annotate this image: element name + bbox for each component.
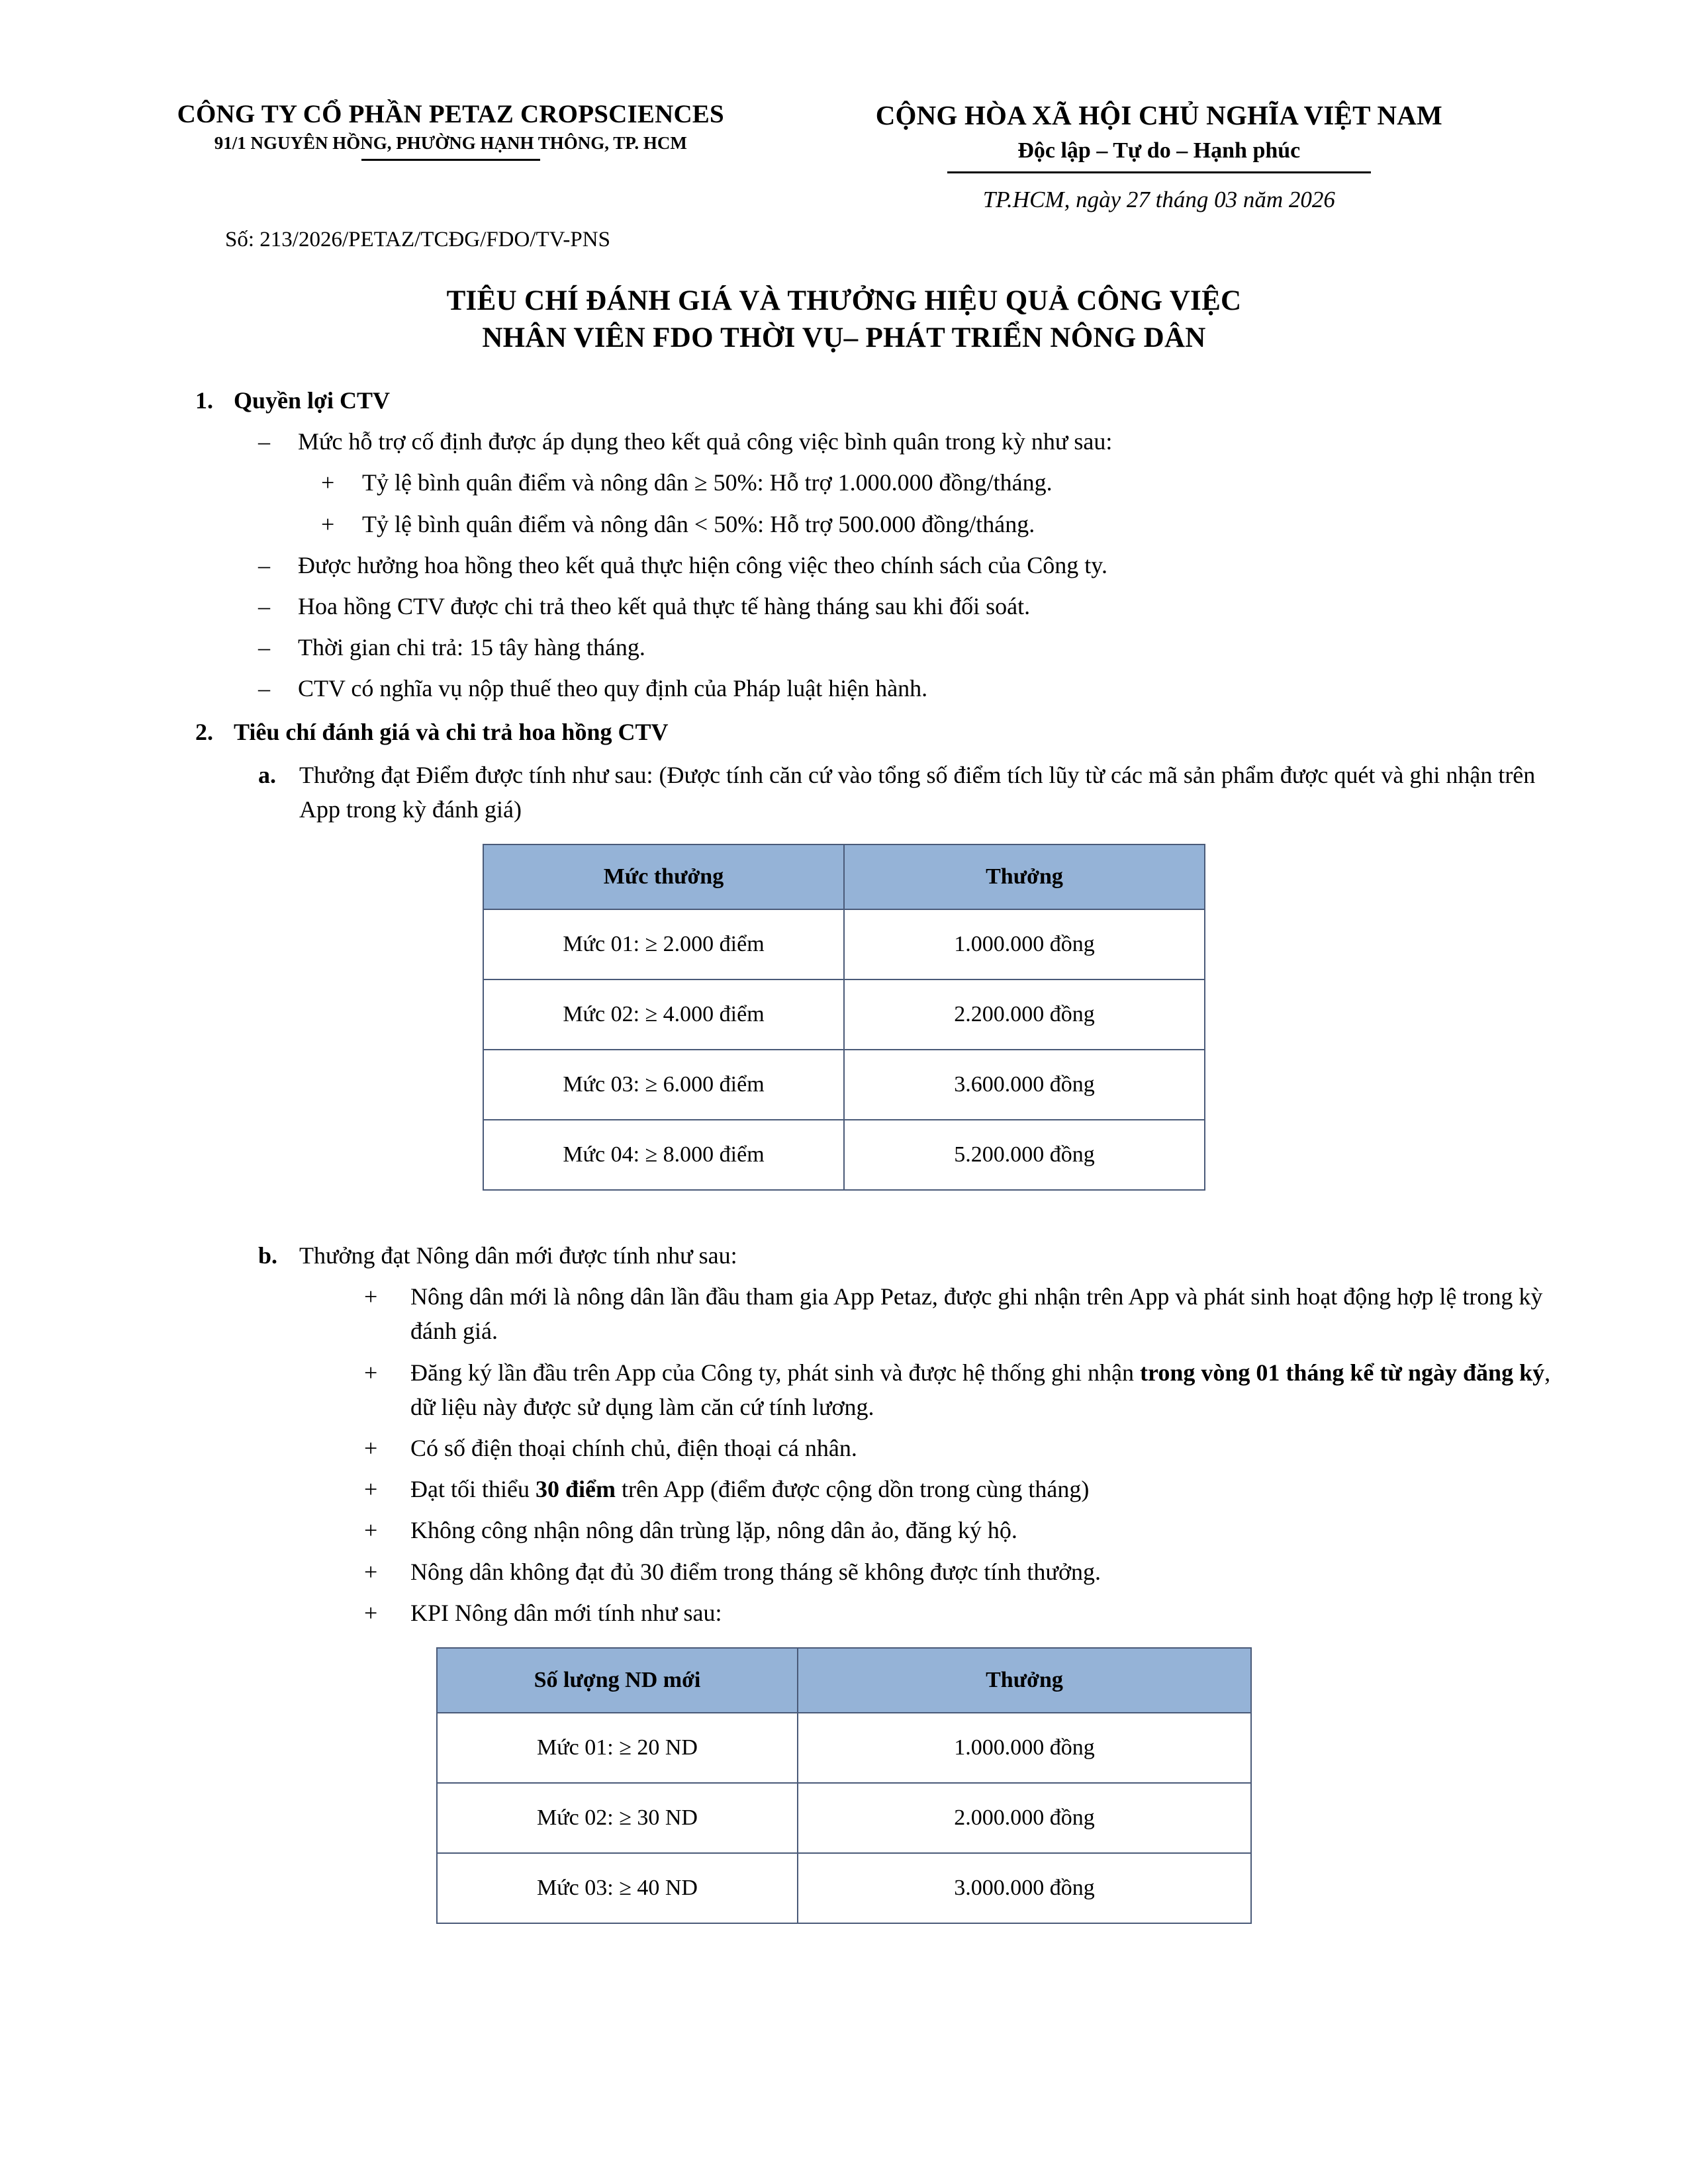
points-reward-cell: 3.600.000 đồng: [844, 1050, 1205, 1120]
farmers-level-cell: Mức 02: ≥ 30 ND: [437, 1783, 798, 1853]
item-b-bullet-6-text: Nông dân không đạt đủ 30 điểm trong tháng sẽ không được tính thưởng.: [410, 1558, 1101, 1585]
plus-marker: +: [364, 1558, 378, 1585]
header-left-divider: [361, 159, 540, 161]
section-2-title: Tiêu chí đánh giá và chi trả hoa hồng CTV: [234, 719, 669, 746]
dash-marker: –: [258, 428, 270, 455]
farmers-reward-cell: 1.000.000 đồng: [798, 1713, 1251, 1783]
farmers-level-cell: Mức 01: ≥ 20 ND: [437, 1713, 798, 1783]
table-row: [437, 1713, 1251, 1783]
table-row: [483, 979, 1205, 1050]
item-b-marker: b.: [258, 1242, 278, 1269]
section-1-subitem-2: [132, 507, 1556, 541]
dash-marker: –: [258, 551, 270, 578]
section-1-item-4: [132, 630, 1556, 664]
points-level-cell: Mức 04: ≥ 8.000 điểm: [483, 1120, 844, 1190]
company-address: 91/1 NGUYÊN HỒNG, PHƯỜNG HẠNH THÔNG, TP. HCM: [214, 133, 687, 154]
section-1-item-3-text: Hoa hồng CTV được chi trả theo kết quả thực tế hàng tháng sau khi đối soát.: [298, 592, 1031, 619]
item-b-bullet-4-text: Đạt tối thiểu 30 điểm trên App (điểm được cộng dồn trong cùng tháng): [410, 1476, 1090, 1503]
plus-marker: +: [321, 510, 335, 537]
table-row: [437, 1853, 1251, 1923]
new-farmers-table: [436, 1647, 1252, 1924]
plus-marker: +: [364, 1283, 378, 1310]
points-level-cell: Mức 03: ≥ 6.000 điểm: [483, 1050, 844, 1120]
item-a-marker: a.: [258, 761, 276, 788]
section-2-number: 2.: [195, 719, 213, 746]
section-2-item-b: [132, 1238, 1556, 1273]
item-b-bullet-4: [132, 1472, 1556, 1506]
new-farmers-table-wrapper: [132, 1647, 1556, 1924]
document-body: [132, 383, 1556, 1924]
item-b-bullet-6: [132, 1555, 1556, 1589]
dash-marker: –: [258, 675, 270, 702]
points-reward-table-wrapper: [132, 844, 1556, 1191]
plus-marker: +: [364, 1359, 378, 1386]
points-table-header-level: Mức thưởng: [483, 844, 844, 909]
item-b-bullet-7-text: KPI Nông dân mới tính như sau:: [410, 1599, 722, 1626]
table-row: [483, 1050, 1205, 1120]
dash-marker: –: [258, 634, 270, 661]
nation-line: CỘNG HÒA XÃ HỘI CHỦ NGHĨA VIỆT NAM: [875, 100, 1442, 130]
item-b-bullet-5-text: Không công nhận nông dân trùng lặp, nông dân ảo, đăng ký hộ.: [410, 1517, 1017, 1544]
header-left-block: [132, 99, 763, 161]
item-b-bullet-2: [132, 1355, 1556, 1424]
header-right-block: [763, 99, 1556, 213]
item-b-bullet-1: [132, 1279, 1556, 1348]
document-title-line-1: TIÊU CHÍ ĐÁNH GIÁ VÀ THƯỞNG HIỆU QUẢ CÔNG VIỆC: [446, 285, 1242, 317]
section-1-item-5: [132, 671, 1556, 705]
section-1-item-1-text: Mức hỗ trợ cố định được áp dụng theo kết quả công việc bình quân trong kỳ như sau:: [298, 428, 1113, 455]
points-reward-cell: 5.200.000 đồng: [844, 1120, 1205, 1190]
item-a-text: Thưởng đạt Điểm được tính như sau: (Được tính căn cứ vào tổng số điểm tích lũy từ các mã sản phẩm được quét và ghi nhận trên App trong kỳ đánh giá): [299, 761, 1536, 823]
item-b-bullet-2-text: Đăng ký lần đầu trên App của Công ty, phát sinh và được hệ thống ghi nhận trong vòng 01 tháng kể từ ngày đăng ký, dữ liệu này được sử dụng làm căn cứ tính lương.: [410, 1359, 1551, 1420]
points-reward-table: [483, 844, 1205, 1191]
plus-marker: +: [364, 1434, 378, 1461]
farmers-level-cell: Mức 03: ≥ 40 ND: [437, 1853, 798, 1923]
farmers-table-header-reward: Thưởng: [798, 1648, 1251, 1713]
section-1-item-2: [132, 548, 1556, 582]
item-b-text: Thưởng đạt Nông dân mới được tính như sau:: [299, 1242, 737, 1269]
dash-marker: –: [258, 592, 270, 619]
table-row: [483, 1120, 1205, 1190]
national-motto: Độc lập – Tự do – Hạnh phúc: [1017, 138, 1301, 163]
plus-marker: +: [321, 469, 335, 496]
header-right-divider: [947, 171, 1371, 173]
section-1-subitem-1: [132, 465, 1556, 500]
item-b-bullet-7: [132, 1596, 1556, 1630]
table-header-row: [483, 844, 1205, 909]
farmers-reward-cell: 2.000.000 đồng: [798, 1783, 1251, 1853]
plus-marker: +: [364, 1599, 378, 1626]
points-reward-cell: 2.200.000 đồng: [844, 979, 1205, 1050]
points-level-cell: Mức 01: ≥ 2.000 điểm: [483, 909, 844, 979]
farmers-reward-cell: 3.000.000 đồng: [798, 1853, 1251, 1923]
table-row: [437, 1783, 1251, 1853]
section-1-title: Quyền lợi CTV: [234, 387, 390, 414]
section-1-subitem-1-text: Tỷ lệ bình quân điểm và nông dân ≥ 50%: Hỗ trợ 1.000.000 đồng/tháng.: [362, 469, 1053, 496]
section-1-subitem-2-text: Tỷ lệ bình quân điểm và nông dân < 50%: Hỗ trợ 500.000 đồng/tháng.: [362, 510, 1035, 537]
farmers-table-header-count: Số lượng ND mới: [437, 1648, 798, 1713]
place-and-date: TP.HCM, ngày 27 tháng 03 năm 2026: [982, 187, 1335, 213]
document-title: [132, 283, 1556, 357]
section-1-item-4-text: Thời gian chi trả: 15 tây hàng tháng.: [298, 634, 645, 661]
document-number: Số: 213/2026/PETAZ/TCĐG/FDO/TV-PNS: [225, 228, 610, 252]
plus-marker: +: [364, 1476, 378, 1503]
section-2-heading: [132, 715, 1556, 749]
item-b-bullet-3: [132, 1431, 1556, 1465]
section-1-heading: [132, 383, 1556, 418]
item-b-bullet-1-text: Nông dân mới là nông dân lần đầu tham gia App Petaz, được ghi nhận trên App và phát sinh hoạt động hợp lệ trong kỳ đánh giá.: [410, 1283, 1543, 1345]
section-1-item-1: [132, 424, 1556, 459]
section-2-item-a: [132, 758, 1556, 827]
points-table-header-reward: Thưởng: [844, 844, 1205, 909]
section-1-item-5-text: CTV có nghĩa vụ nộp thuế theo quy định của Pháp luật hiện hành.: [298, 675, 928, 702]
points-level-cell: Mức 02: ≥ 4.000 điểm: [483, 979, 844, 1050]
item-b-bullet-5: [132, 1513, 1556, 1547]
item-b-bullet-3-text: Có số điện thoại chính chủ, điện thoại cá nhân.: [410, 1434, 857, 1461]
table-header-row: [437, 1648, 1251, 1713]
section-1-item-2-text: Được hưởng hoa hồng theo kết quả thực hiện công việc theo chính sách của Công ty.: [298, 551, 1107, 578]
section-1-number: 1.: [195, 387, 213, 414]
document-header: [132, 99, 1556, 213]
plus-marker: +: [364, 1517, 378, 1544]
company-name: CÔNG TY CỔ PHẦN PETAZ CROPSCIENCES: [177, 100, 724, 128]
document-title-line-2: NHÂN VIÊN FDO THỜI VỤ– PHÁT TRIỂN NÔNG DÂN: [482, 322, 1206, 354]
points-reward-cell: 1.000.000 đồng: [844, 909, 1205, 979]
table-row: [483, 909, 1205, 979]
section-1-item-3: [132, 589, 1556, 623]
